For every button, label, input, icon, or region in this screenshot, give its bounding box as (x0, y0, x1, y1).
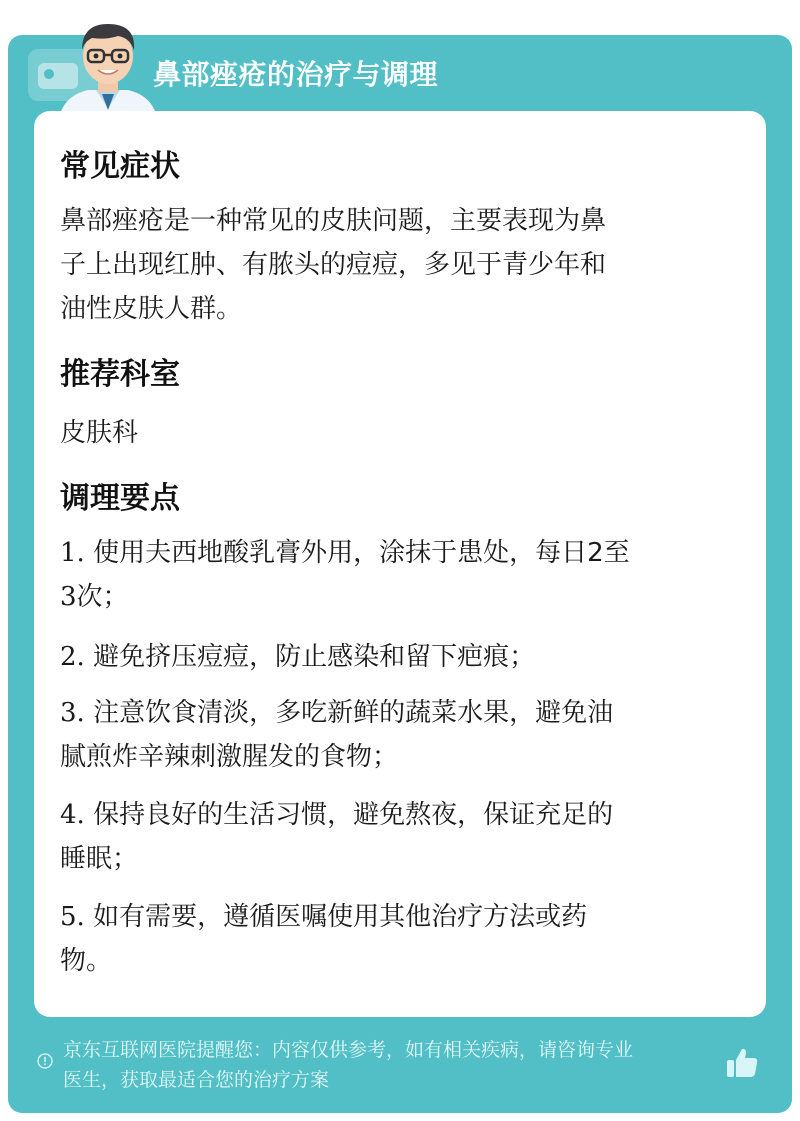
thumbs-up-icon[interactable] (724, 1045, 760, 1081)
care-item-number: 5. (60, 902, 85, 932)
department-value: 皮肤科 (60, 418, 139, 448)
care-item-number: 4. (60, 800, 85, 830)
care-item-text: 物。 (60, 946, 113, 976)
care-item (60, 691, 750, 779)
header (8, 35, 792, 115)
page-title: 鼻部痤疮的治疗与调理 (153, 58, 439, 91)
section-title-symptoms: 常见症状 (60, 149, 180, 184)
care-item (60, 895, 750, 983)
care-item-number: 1. (60, 538, 85, 568)
care-item-number: 2. (60, 642, 85, 672)
disclaimer-line: 医生，获取最适合您的治疗方案 (63, 1069, 330, 1091)
article-frame (8, 35, 792, 1113)
care-item-text: 腻煎炸辛辣刺激腥发的食物； (60, 742, 399, 772)
symptoms-line: 子上出现红肿、有脓头的痘痘，多见于青少年和 (60, 250, 607, 280)
disclaimer-text (63, 1035, 733, 1095)
info-icon (37, 1053, 53, 1069)
care-item-text: 避免挤压痘痘，防止感染和留下疤痕； (93, 642, 536, 672)
disclaimer-footer (8, 1031, 792, 1111)
section-title-care: 调理要点 (60, 481, 180, 516)
symptoms-line: 油性皮肤人群。 (60, 294, 243, 324)
care-item-text: 睡眠； (60, 844, 139, 874)
care-item-text: 保持良好的生活习惯，避免熬夜，保证充足的 (93, 800, 614, 830)
care-item-text: 3次； (60, 582, 129, 612)
symptoms-text (60, 199, 740, 331)
care-item-text: 如有需要，遵循医嘱使用其他治疗方法或药 (93, 902, 588, 932)
care-item-text: 注意饮食清淡，多吃新鲜的蔬菜水果，避免油 (93, 698, 614, 728)
disclaimer-line: 京东互联网医院提醒您：内容仅供参考，如有相关疾病，请咨询专业 (63, 1039, 634, 1061)
symptoms-line: 鼻部痤疮是一种常见的皮肤问题，主要表现为鼻 (60, 206, 607, 236)
doctor-avatar (48, 10, 168, 122)
care-item (60, 635, 750, 679)
care-item (60, 793, 750, 881)
care-item-number: 3. (60, 698, 85, 728)
care-item-text: 使用夫西地酸乳膏外用，涂抹于患处，每日2至 (93, 538, 630, 568)
care-item (60, 531, 750, 619)
section-title-department: 推荐科室 (60, 357, 180, 392)
content-card (34, 111, 766, 1017)
